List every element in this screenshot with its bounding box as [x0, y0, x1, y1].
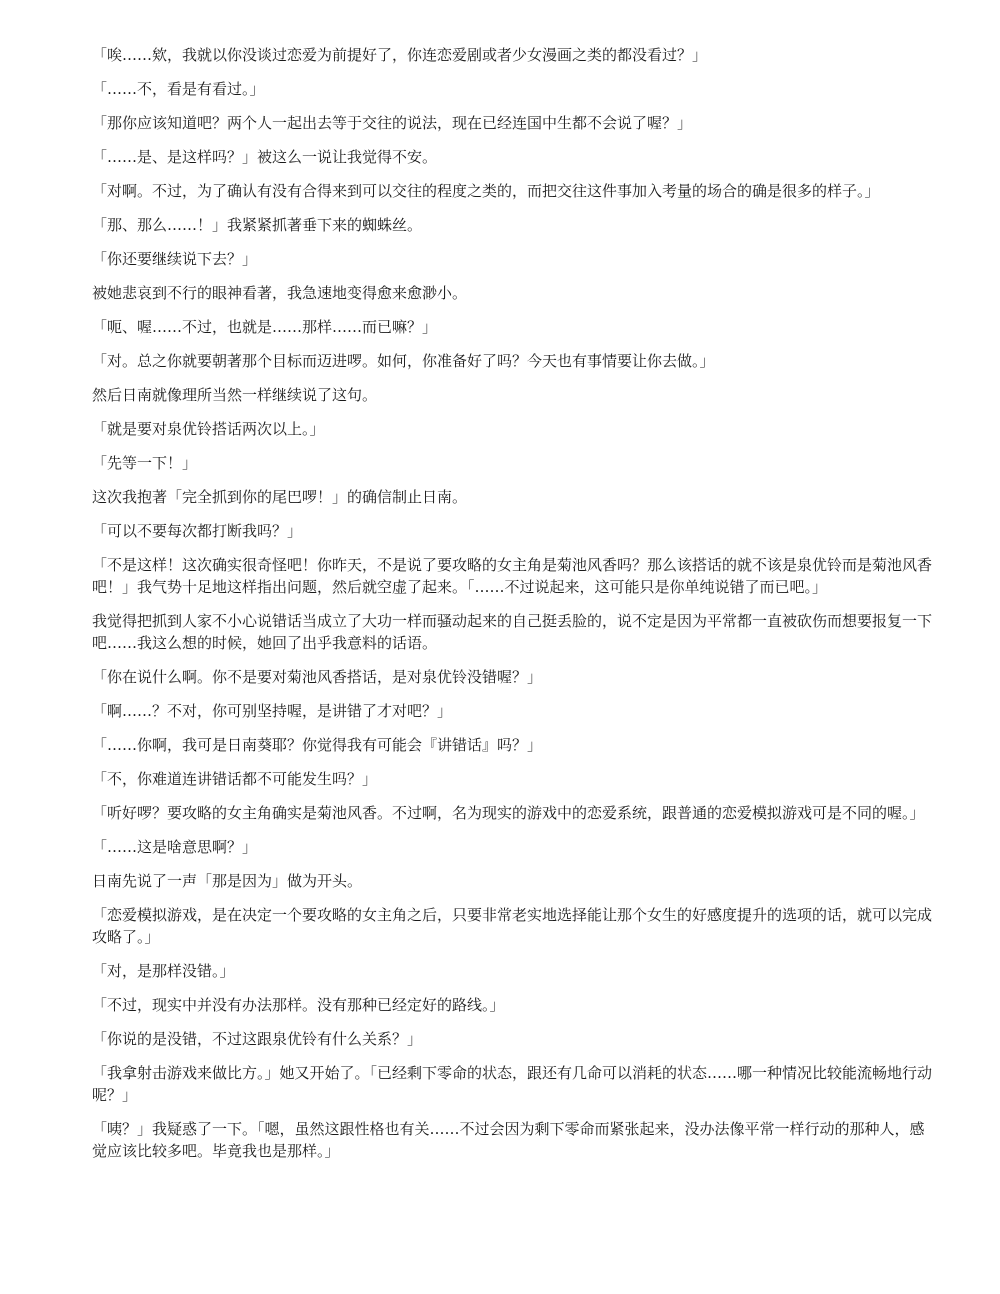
paragraph: 「……这是啥意思啊？」: [92, 838, 258, 856]
paragraph: 「就是要对泉优铃搭话两次以上。」: [92, 420, 325, 438]
paragraph: 我觉得把抓到人家不小心说错话当成立了大功一样而骚动起来的自己挺丢脸的，说不定是因为平常都一直被砍伤而想要报复一下吧……我这么想的时候，她回了出乎我意料的话语。: [92, 612, 933, 652]
paragraph: 「……不，看是有看过。」: [92, 80, 265, 98]
paragraph: 「先等一下！」: [92, 454, 198, 472]
paragraph: 「……是、是这样吗？」被这么一说让我觉得不安。: [92, 148, 438, 166]
paragraph: 「恋爱模拟游戏，是在决定一个要攻略的女主角之后，只要非常老实地选择能让那个女生的好感度提升的选项的话，就可以完成攻略了。」: [92, 906, 933, 946]
paragraph: 「你还要继续说下去？」: [92, 250, 258, 268]
paragraph: 「听好啰？要攻略的女主角确实是菊池风香。不过啊，名为现实的游戏中的恋爱系统，跟普通的恋爱模拟游戏可是不同的喔。」: [92, 804, 925, 822]
paragraph: 「我拿射击游戏来做比方。」她又开始了。「已经剩下零命的状态，跟还有几命可以消耗的状态……哪一种情况比较能流畅地行动呢？」: [92, 1064, 933, 1104]
paragraph: 「咦？」我疑惑了一下。「嗯，虽然这跟性格也有关……不过会因为剩下零命而紧张起来，没办法像平常一样行动的那种人，感觉应该比较多吧。毕竟我也是那样。」: [92, 1120, 925, 1160]
paragraph: 「不，你难道连讲错话都不可能发生吗？」: [92, 770, 378, 788]
paragraph: 「那你应该知道吧？两个人一起出去等于交往的说法，现在已经连国中生都不会说了喔？」: [92, 114, 693, 132]
paragraph: 「对，是那样没错。」: [92, 962, 235, 980]
paragraph: 「你在说什么啊。你不是要对菊池风香搭话，是对泉优铃没错喔？」: [92, 668, 543, 686]
paragraph: 「不过，现实中并没有办法那样。没有那种已经定好的路线。」: [92, 996, 505, 1014]
paragraph: 「你说的是没错，不过这跟泉优铃有什么关系？」: [92, 1030, 423, 1048]
paragraph: 「啊……？不对，你可别坚持喔，是讲错了才对吧？」: [92, 702, 453, 720]
paragraph: 「不是这样！这次确实很奇怪吧！你昨天，不是说了要攻略的女主角是菊池风香吗？那么该搭话的就不该是泉优铃而是菊池风香吧！」我气势十足地这样指出问题，然后就空虚了起来。「……不过说起来，这可能只是你单纯说错了而已吧。」: [92, 556, 933, 596]
paragraph: 「呃、喔……不过，也就是……那样……而已嘛？」: [92, 318, 438, 336]
paragraph: 「可以不要每次都打断我吗？」: [92, 522, 303, 540]
paragraph: 「那、那么……！」我紧紧抓著垂下来的蜘蛛丝。: [92, 216, 423, 234]
paragraph: 被她悲哀到不行的眼神看著，我急速地变得愈来愈渺小。: [92, 284, 468, 302]
document-page: [92, 44, 932, 1174]
paragraph: 日南先说了一声「那是因为」做为开头。: [92, 872, 363, 890]
paragraph: 「对。总之你就要朝著那个目标而迈进啰。如何，你准备好了吗？今天也有事情要让你去做。」: [92, 352, 715, 370]
paragraph: 「……你啊，我可是日南葵耶？你觉得我有可能会『讲错话』吗？」: [92, 736, 543, 754]
paragraph: 然后日南就像理所当然一样继续说了这句。: [92, 386, 378, 404]
paragraph: 这次我抱著「完全抓到你的尾巴啰！」的确信制止日南。: [92, 488, 468, 506]
paragraph: 「对啊。不过，为了确认有没有合得来到可以交往的程度之类的，而把交往这件事加入考量的场合的确是很多的样子。」: [92, 182, 880, 200]
paragraph: 「唉……欸，我就以你没谈过恋爱为前提好了，你连恋爱剧或者少女漫画之类的都没看过？」: [92, 46, 708, 64]
